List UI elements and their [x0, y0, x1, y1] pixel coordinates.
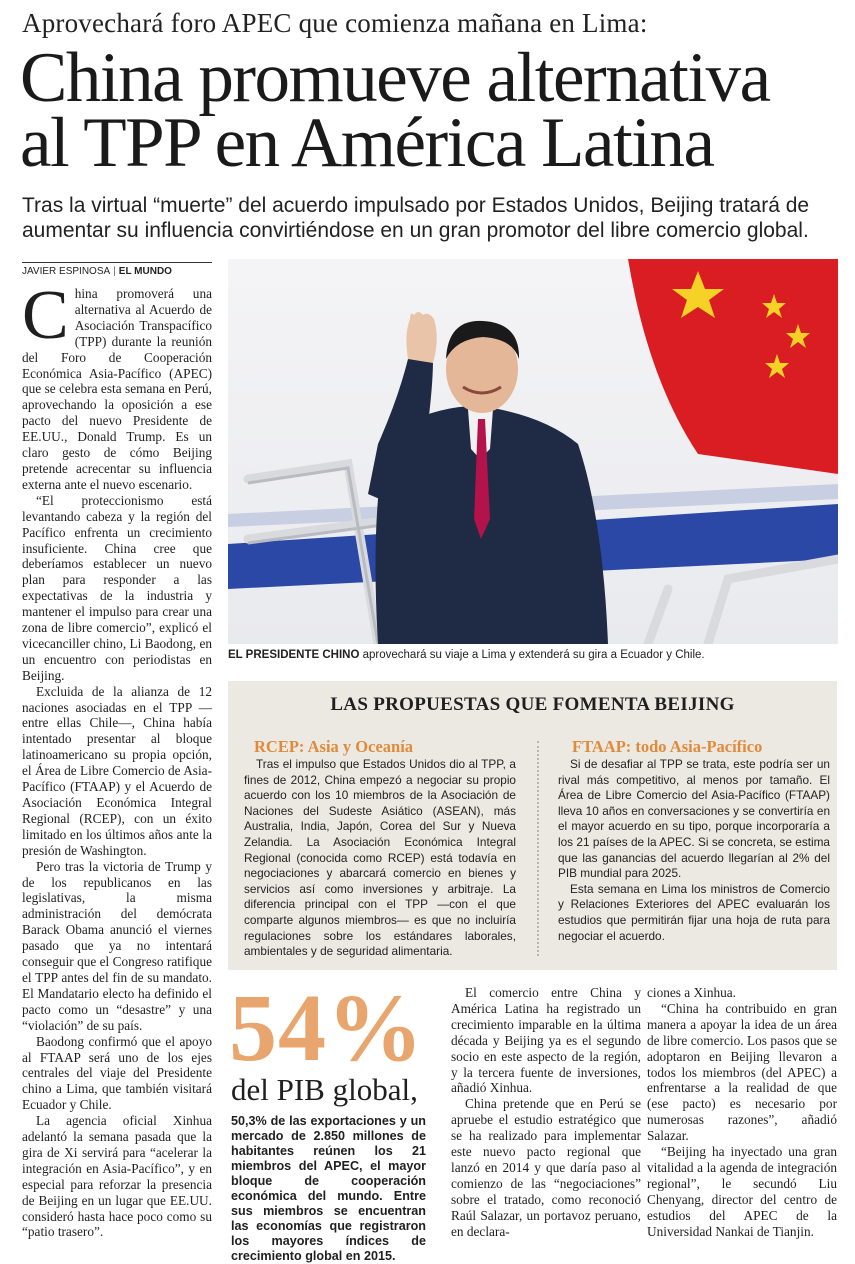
byline: JAVIER ESPINOSA | EL MUNDO	[22, 262, 212, 277]
news-photo	[228, 259, 838, 644]
right-column	[647, 985, 837, 1240]
paragraph: La agencia oficial Xinhua adelantó la semana pasada que la gira de Xi servirá para “acelerar la integración en Asia-Pacífico”, y en especial para reforzar la presencia de Beijing en un lugar que EE.UU. consideró hasta hace poco como su “patio trasero”.	[22, 1113, 212, 1240]
stat-value: 54%	[229, 974, 424, 1081]
byline-author: JAVIER ESPINOSA	[22, 266, 111, 277]
ftaap-text	[558, 757, 830, 944]
stat-description: 50,3% de las exportaciones y un mercado de 2.850 millones de habitantes reúnen los 21 miembros del APEC, el mayor bloque de cooperación económica del mundo. Entre sus miembros se encuentran las economías que registraron los mayores índices de crecimiento global en 2015.	[231, 1114, 426, 1263]
headline	[20, 39, 840, 182]
left-column	[22, 277, 212, 1240]
rcep-heading: RCEP: Asia y Oceanía	[254, 737, 414, 756]
paragraph: “China ha contribuido en gran manera a apoyar la idea de un área de libre comercio. Los pasos que se adoptaron en Beijing llevaron a todos los miembros (del APEC) a enfrentarse a la realidad de que (ese pacto) es necesario por numerosas razones”, añadió Salazar.	[647, 1000, 837, 1144]
rcep-text	[244, 757, 516, 960]
photo-caption	[228, 649, 838, 661]
paragraph-continuation: ciones a Xinhua.	[647, 985, 736, 1000]
paragraph: Excluida de la alianza de 12 naciones asociadas en el TPP —entre ellas Chile—, China había intentado presentar al bloque latinoamericano su propia opción, el Área de Libre Comercio de Asia-Pacífico (FTAAP) y el Acuerdo de Asociación Económica Integral Regional (RCEP), con un éxito limitado en los últimos años ante la presión de Washington.	[22, 683, 212, 858]
stat-label: del PIB global,	[231, 1072, 418, 1107]
paragraph: China pretende que en Perú se apruebe el estudio estratégico que se ha realizado para implementar este nuevo pacto regional que lanzó en 2014 y que daría paso al comienzo de las “negociaciones” sobre el tratado, como reconoció Raúl Salazar, un portavoz peruano, en declara-	[451, 1096, 641, 1239]
box-title: LAS PROPUESTAS QUE FOMENTA BEIJING	[330, 694, 735, 715]
paragraph: “El proteccionismo está levantando cabeza y la región del Pacífico enfrenta un crecimiento insuficiente. China cree que deberíamos establecer un nuevo plan para responder a las expectativas de la industria y mantener el impulso para crear una zona de libre comercio”, explicó el vicecanciller chino, Li Baodong, en un encuentro con periodistas en Beijing.	[22, 492, 212, 683]
deck: Tras la virtual “muerte” del acuerdo impulsado por Estados Unidos, Beijing tratará de aumentar su influencia convirtiéndose en un gran promotor del libre comercio global.	[22, 194, 810, 242]
paragraph: “Beijing ha inyectado una gran vitalidad a la agenda de integración regional”, le secundó Liu Chenyang, director del centro de estudios del APEC de la Universidad Nankai de Tianjin.	[647, 1144, 837, 1239]
caption-lead: EL PRESIDENTE CHINO	[228, 649, 360, 661]
sidebar-box	[228, 681, 837, 970]
paragraph: Tras el impulso que Estados Unidos dio al TPP, a fines de 2012, China empezó a negociar su propio acuerdo con los 10 miembros de la Asociación de Naciones del Sudeste Asiático (ASEAN), más Australia, India, Japón, Corea del Sur y Nueva Zelandia. La Asociación Económica Integral Regional (conocida como RCEP) está todavía en negociaciones y abarcará comercio en bienes y servicios así como inversiones y arbitraje. La diferencia principal con el TPP —con el que comparte algunos miembros— es que no incluiría regulaciones sobre los estándares laborales, ambientales y de seguridad alimentaria.	[244, 757, 516, 959]
paragraph: Pero tras la victoria de Trump y de los republicanos en las legislativas, la misma administración del demócrata Barack Obama anunció el viernes pasado que ya no intentará conseguir que el Congreso ratifique el TPP antes del fin de su mandato. El Mandatario electo ha definido el pacto como un “desastre” y una “violación” de su país.	[22, 858, 212, 1033]
paragraph: Si de desafiar al TPP se trata, este podría ser un rival más competitivo, al menos por tamaño. El Área de Libre Comercio del Asia-Pacífico (FTAAP) lleva 10 años en conversaciones y se convertiría en el mayor acuerdo en su tipo, porque incorporaría a los 21 países de la APEC. Si se concreta, se estima que las ganancias del acuerdo llegarían al 2% del PIB mundial para 2025.	[558, 757, 830, 881]
ftaap-heading: FTAAP: todo Asia-Pacífico	[572, 737, 763, 756]
box-divider	[537, 741, 539, 956]
caption-text: aprovechará su viaje a Lima y extenderá su gira a Ecuador y Chile.	[359, 649, 705, 661]
dropcap: C	[22, 277, 69, 354]
kicker: Aprovechará foro APEC que comienza mañana en Lima:	[22, 8, 648, 38]
paragraph: hina promoverá una alternativa al Acuerdo de Asociación Transpacífico (TPP) durante la reunión del Foro de Cooperación Económica Asia-Pacífico (APEC) que se celebra esta semana en Perú, aprovechando la oposición a ese pacto del nuevo Presidente de EE.UU., Donald Trump. Es un claro gesto de cómo Beijing pretende acrecentar su influencia externa ante el nuevo escenario.	[22, 286, 212, 492]
photo-illustration	[228, 259, 838, 644]
paragraph: Baodong confirmó que el apoyo al FTAAP será uno de los ejes centrales del viaje del Presidente chino a Lima, que también visitará Ecuador y Chile.	[22, 1033, 212, 1113]
middle-column	[451, 985, 641, 1240]
byline-outlet: EL MUNDO	[118, 266, 172, 277]
paragraph: Esta semana en Lima los ministros de Comercio y Relaciones Exteriores del APEC evaluarán los estudios que permitirán fijar una hoja de ruta para negociar el acuerdo.	[558, 881, 830, 943]
paragraph: El comercio entre China y América Latina ha registrado un crecimiento imparable en la última década y Beijing ya es el segundo socio en este aspecto de la región, y la tercera fuente de inversiones, añadió Xinhua.	[451, 985, 641, 1096]
headline-line-1: China promueve alternativa	[20, 39, 770, 117]
headline-line-2: al TPP en América Latina	[20, 104, 714, 182]
